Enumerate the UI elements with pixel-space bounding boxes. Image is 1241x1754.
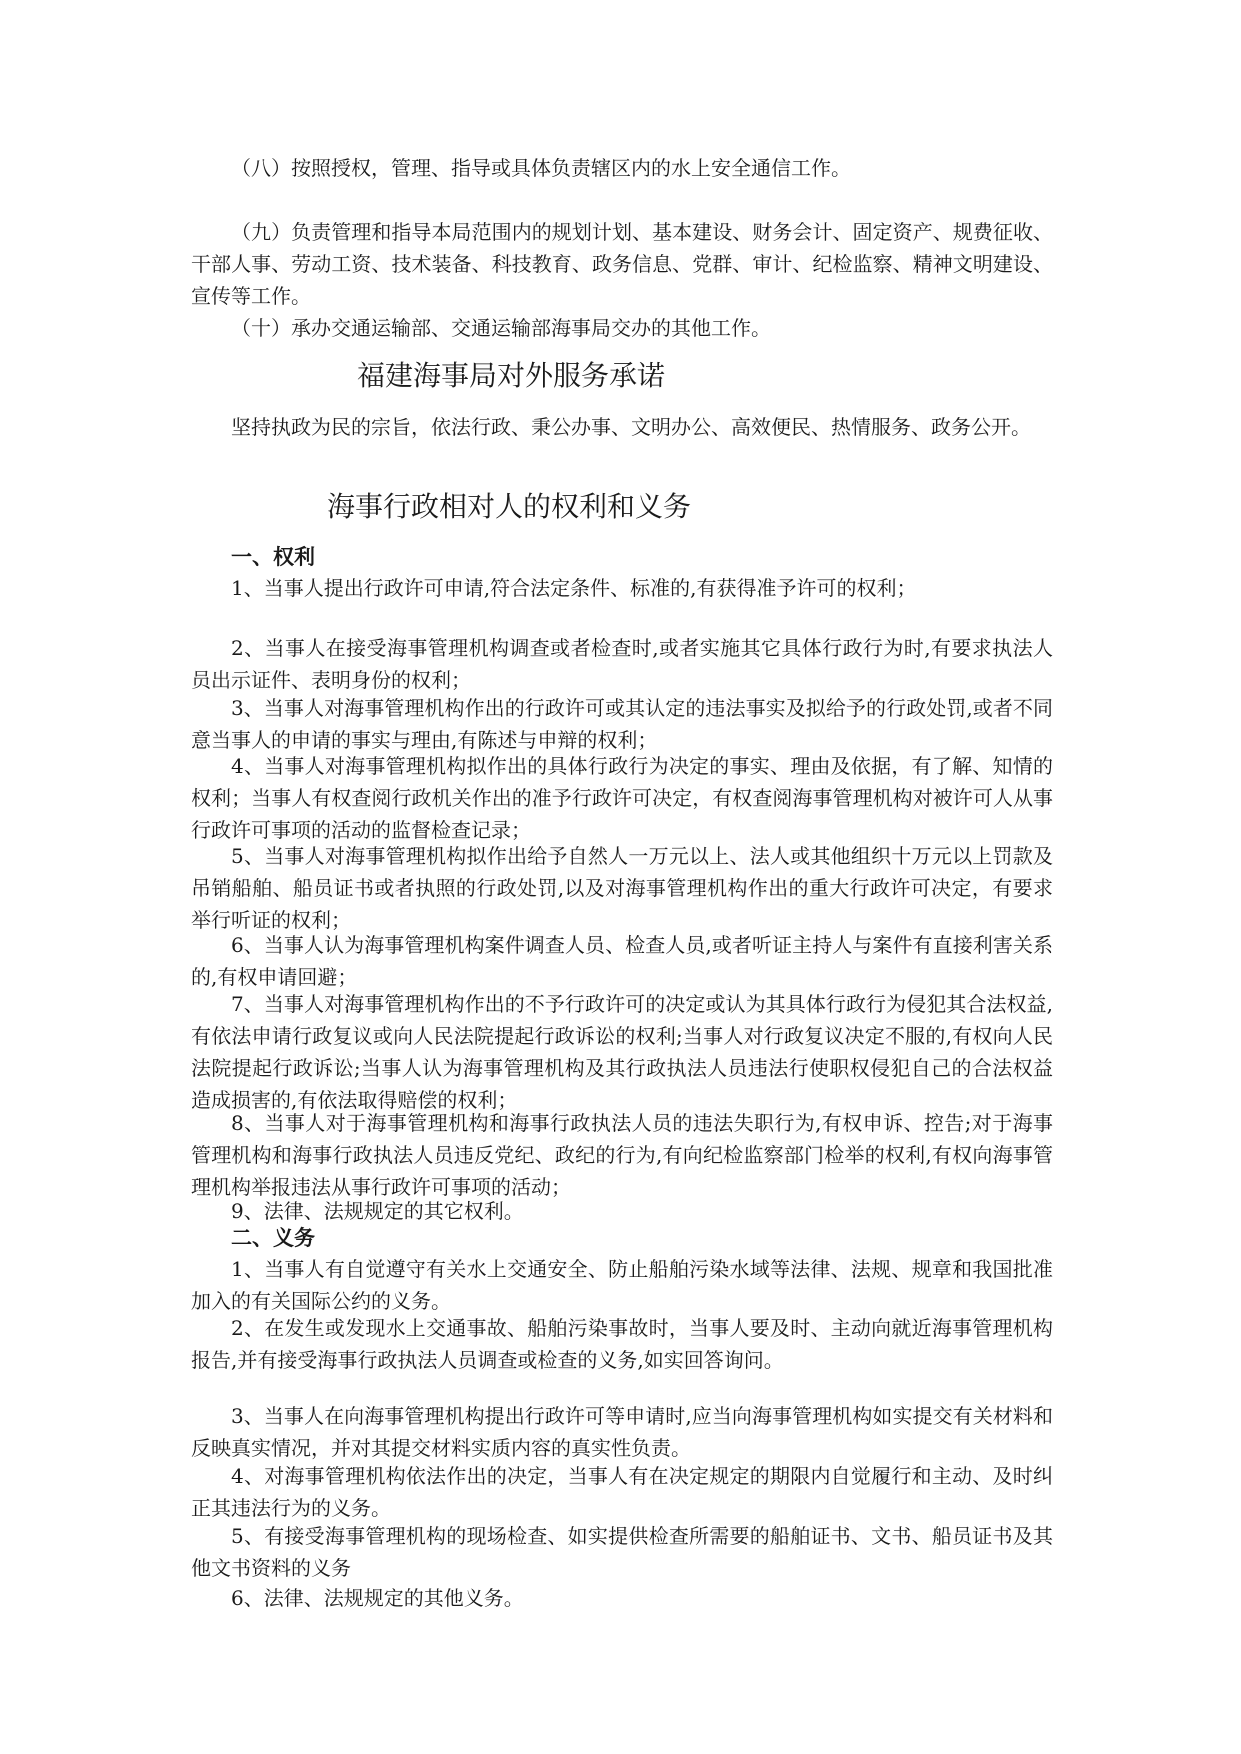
rights-duties-title: 海事行政相对人的权利和义务 [327, 490, 692, 523]
right-item: 4、当事人对海事管理机构拟作出的具体行政行为决定的事实、理由及依据，有了解、知情的权利；当事人有权查阅行政机关作出的准予行政许可决定，有权查阅海事管理机构对被许可人从事行政许可事项的活动的监督检查记录； [191, 754, 1053, 842]
duty-item: 3、当事人在向海事管理机构提出行政许可等申请时,应当向海事管理机构如实提交有关材料和反映真实情况，并对其提交材料实质内容的真实性负责。 [191, 1404, 1053, 1460]
duty-item-8: （八）按照授权，管理、指导或具体负责辖区内的水上安全通信工作。 [231, 156, 851, 180]
right-item: 2、当事人在接受海事管理机构调查或者检查时,或者实施其它具体行政行为时,有要求执法人员出示证件、表明身份的权利； [191, 636, 1053, 692]
duty-item: 4、对海事管理机构依法作出的决定，当事人有在决定规定的期限内自觉履行和主动、及时纠正其违法行为的义务。 [191, 1464, 1053, 1520]
right-item: 3、当事人对海事管理机构作出的行政许可或其认定的违法事实及拟给予的行政处罚,或者不同意当事人的申请的事实与理由,有陈述与申辩的权利； [191, 696, 1053, 752]
duty-item: 5、有接受海事管理机构的现场检查、如实提供检查所需要的船舶证书、文书、船员证书及其他文书资料的义务 [191, 1524, 1053, 1580]
duty-item: 1、当事人有自觉遵守有关水上交通安全、防止船舶污染水域等法律、法规、规章和我国批准加入的有关国际公约的义务。 [191, 1257, 1053, 1313]
commitment-title: 福建海事局对外服务承诺 [357, 359, 666, 392]
duty-item: 2、在发生或发现水上交通事故、船舶污染事故时，当事人要及时、主动向就近海事管理机构报告,并有接受海事行政执法人员调查或检查的义务,如实回答询问。 [191, 1316, 1053, 1372]
right-item: 1、当事人提出行政许可申请,符合法定条件、标准的,有获得准予许可的权利； [231, 576, 917, 600]
right-item: 7、当事人对海事管理机构作出的不予行政许可的决定或认为其具体行政行为侵犯其合法权益,有依法申请行政复议或向人民法院提起行政诉讼的权利;当事人对行政复议决定不服的,有权向人民法院提起行政诉讼;当事人认为海事管理机构及其行政执法人员违法行使职权侵犯自己的合法权益造成损害的,有依法取得赔偿的权利； [191, 992, 1053, 1112]
duty-item-10: （十）承办交通运输部、交通运输部海事局交办的其他工作。 [231, 316, 771, 340]
commitment-text: 坚持执政为民的宗旨，依法行政、秉公办事、文明办公、高效便民、热情服务、政务公开。 [231, 415, 1031, 439]
right-item: 6、当事人认为海事管理机构案件调查人员、检查人员,或者听证主持人与案件有直接利害关系的,有权申请回避； [191, 933, 1053, 989]
duty-item: 6、法律、法规规定的其他义务。 [231, 1586, 524, 1610]
duties-heading: 二、义务 [231, 1226, 315, 1250]
right-item: 5、当事人对海事管理机构拟作出给予自然人一万元以上、法人或其他组织十万元以上罚款及吊销船舶、船员证书或者执照的行政处罚,以及对海事管理机构作出的重大行政许可决定，有要求举行听证的权利； [191, 844, 1053, 932]
right-item: 8、当事人对于海事管理机构和海事行政执法人员的违法失职行为,有权申诉、控告;对于海事管理机构和海事行政执法人员违反党纪、政纪的行为,有向纪检监察部门检举的权利,有权向海事管理机构举报违法从事行政许可事项的活动； [191, 1111, 1053, 1199]
right-item: 9、法律、法规规定的其它权利。 [231, 1199, 524, 1223]
duty-item-9: （九）负责管理和指导本局范围内的规划计划、基本建设、财务会计、固定资产、规费征收、干部人事、劳动工资、技术装备、科技教育、政务信息、党群、审计、纪检监察、精神文明建设、宣传等工作。 [191, 220, 1053, 308]
rights-heading: 一、权利 [231, 545, 315, 569]
